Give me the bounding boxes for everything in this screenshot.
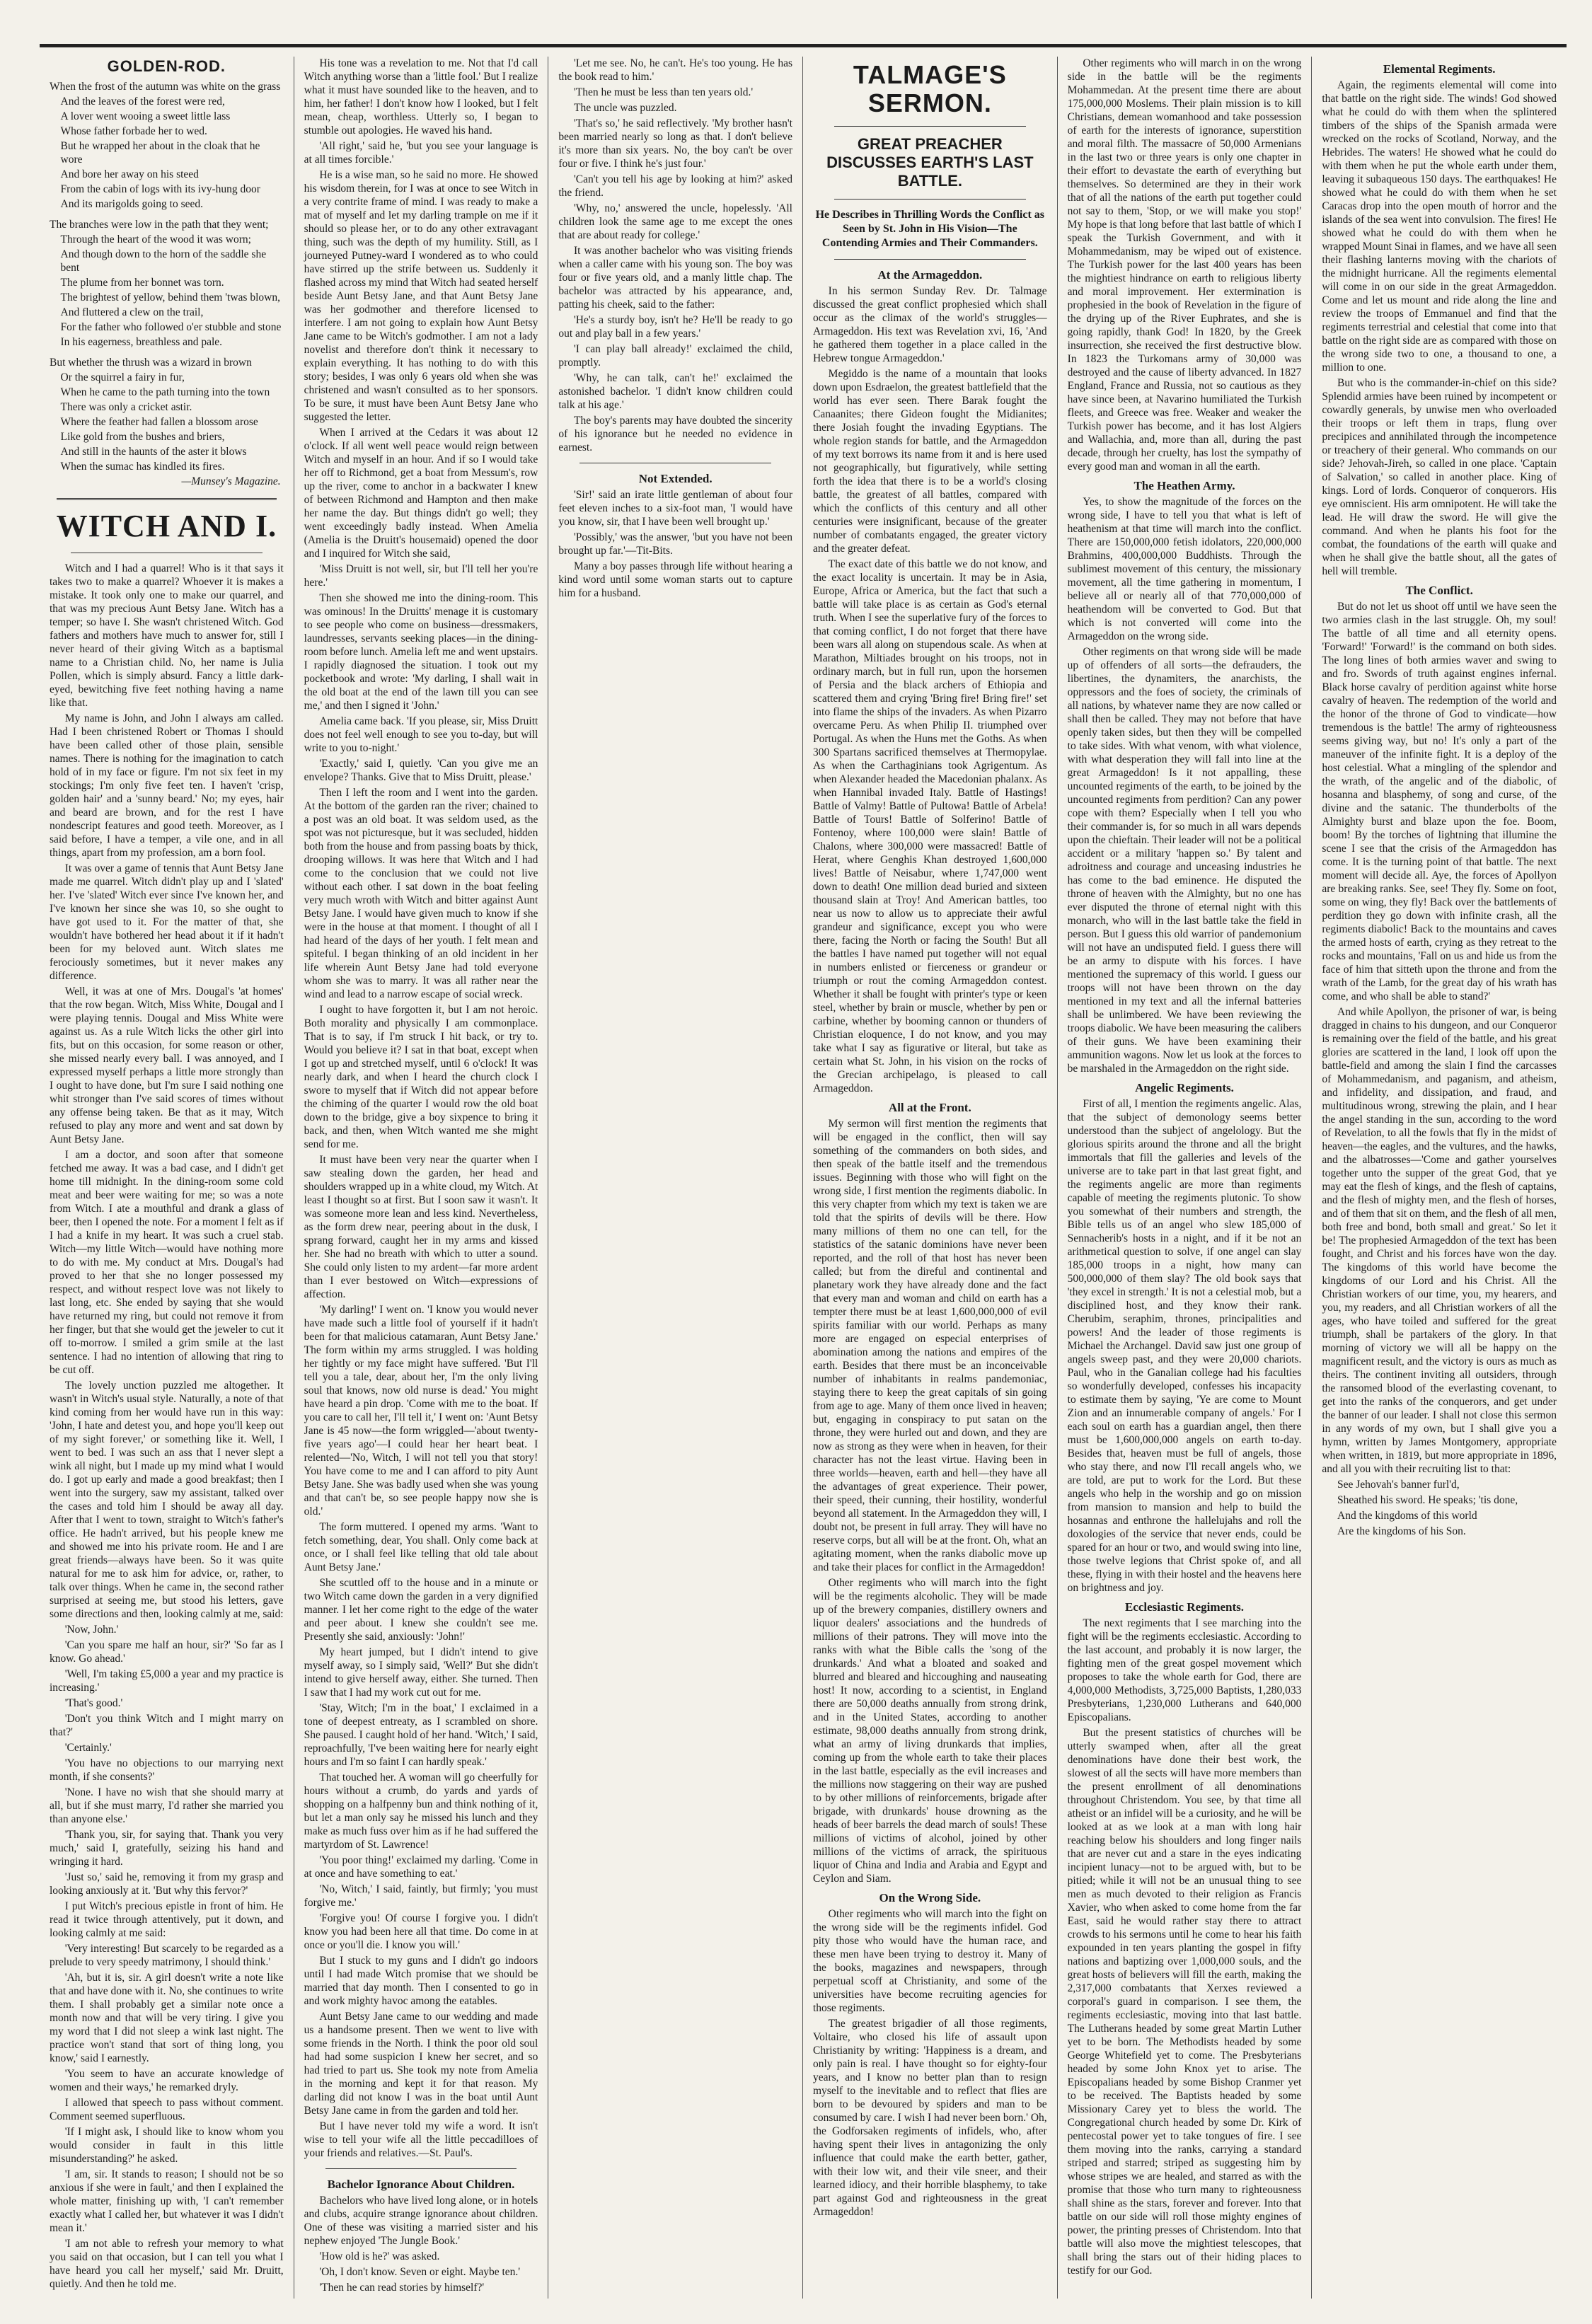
sermon-section-title: The Conflict. [1405,584,1473,597]
stanza-break [50,212,284,218]
sermon-summary: He Describes in Thrilling Words the Conflict as Seen by St. John in His Vision—The Contending Armies and Their Commanders. [815,209,1045,249]
sermon-section-title: All at the Front. [888,1101,971,1114]
sermon-paragraph: Yes, to show the magnitude of the forces on the wrong side, I have to tell you that what is left of heathenism at that time will march into the conflict. There are 150,000,000 fetish idolators, 220,000,000 Brahmins, 400,000,000 Buddhists. Through the sublimest movement of this century, the missionary movement, all the time gathering in momentum, I believe all or nearly all of that 770,000,000 of heathendom will be converted to God. But that which is not converted will come into the Armageddon on the wrong side. [1067,496,1302,642]
top-rule [40,44,1567,47]
subsection-paragraph: 'Why, no,' answered the uncle, hopelessly. 'All children look the same age to me except the ones that are about ready for college.' [558,202,792,241]
story-paragraph: It must have been very near the quarter when I saw stealing down the garden, her head and shoulders wrapped up in a white cloud, my Witch. At least I thought so at first. But I soon saw it wasn't. It was someone more lean and less kind. Nevertheless, as the form drew near, peering about in the dusk, I sprang forward, caught her in my arms and kissed her. She had no breath with which to utter a sound. She could only listen to my ardent—far more ardent than I ever bestowed on Witch—expressions of affection. [304,1154,538,1300]
story-paragraph: His tone was a revelation to me. Not that I'd call Witch anything worse than a 'little fool.' But I realize what it must have sounded like to the heaven, and to him, her father! I don't know how I looked, but I felt mean, cheap, worthless. Utterly so, I began to stumble out apologies. He waved his hand. [304,57,538,137]
poem-line: And fluttered a clew on the trail, [60,306,204,318]
subsection-paragraph: The uncle was puzzled. [574,102,677,114]
poem-body [50,80,284,488]
story-paragraph: But I have never told my wife a word. It isn't wise to tell your wife all the little peccadilloes of your friends and relatives.—St. Paul's. [304,2120,538,2159]
column-1 [40,57,294,2299]
story-paragraph: 'None. I have no wish that she should marry at all, but if she must marry, I'd rather she married you than anyone else.' [50,1786,284,1825]
sermon-section-title: Angelic Regiments. [1135,1081,1234,1094]
subsection-paragraph: Many a boy passes through life without hearing a kind word until some woman starts out to capture him for a husband. [558,560,792,599]
subsection-title: Not Extended. [638,472,713,485]
story-paragraph: I allowed that speech to pass without comment. Comment seemed superfluous. [50,2097,284,2122]
subsection-paragraph: 'I can play ball already!' exclaimed the child, promptly. [558,343,792,369]
sermon-paragraph: Megiddo is the name of a mountain that looks down upon Esdraelon, the greatest battlefield that the world has ever seen. There Barak fought the Canaanites; there Gideon fought the Midianites; there Josiah fought the invading Egyptians. The whole region stands for battle, and the Armageddon of my text borrows its name from it and is here used not geographically, but figuratively, while setting forth the idea that there is to be a world's closing battle, the greatest of all battles, compared with which the conflicts of this century and all other centuries were insignificant, because of the greater number of combatants engaged, the greater victory and the greater defeat. [812,368,1047,555]
story-paragraph: 'Don't you think Witch and I might marry on that?' [50,1713,284,1738]
sermon-paragraph: The greatest brigadier of all those regiments, Voltaire, who closed his life of assault upon Christianity by writing: 'Happiness is a dream, and only pain is real. I have thought so for eighty-four years, and I know no better plan than to resign myself to the inevitable and to reflect that flies are born to be devoured by spiders and man to be consumed by care. I wish I had never been born.' Oh, the Godforsaken regiments of infidels, who, after having spent their lives in antagonizing the only influence that could make the earth better, gather, with their low wit, and their vile sneer, and their learned idiocy, and their horrible blasphemy, to take part against God and righteousness in the great Armageddon! [812,2018,1047,2218]
story-paragraph: 'Very interesting! But scarcely to be regarded as a prelude to very speedy matrimony, I should think.' [50,1943,284,1968]
sermon-rule [834,199,1026,200]
story-paragraph: That touched her. A woman will go cheerfully for hours without a crumb, do yards and yards of shopping on a halfpenny bun and think nothing of it, but let a man only say he missed his lunch and they make as much fuss over him as if he had suffered the martyrdom of St. Lawrence! [304,1771,538,1851]
poem-line: From the cabin of logs with its ivy-hung door [60,183,260,195]
story-paragraph: 'Stay, Witch; I'm in the boat,' I exclaimed in a tone of deepest entreaty, as I scrambled on shore. She paused. I caught hold of her hand. 'Witch,' I said, reproachfully, 'I've been waiting here for nearly eight hours and I'm so faint I can hardly speak.' [304,1702,538,1768]
story-paragraph: 'Ah, but it is, sir. A girl doesn't write a note like that and have done with it. No, she continues to write them. I shall probably get a similar note once a month now and that will be very tiring. I give you my word that I did not sleep a wink last night. The practice won't stand that sort of thing long, you know,' said I earnestly. [50,1972,284,2064]
poem-line: And the leaves of the forest were red, [60,96,225,108]
sermon-section-title: The Heathen Army. [1134,479,1235,492]
sermon-paragraph: But the present statistics of churches will be utterly swamped when, after all the great denominations have done their best work, the slowest of all the sects will have more members than the present enrollment of all denominations throughout Christendom. You see, by that time all atheist or an infidel will be a curiosity, and he will be looked at as we look at a man with long hair reaching below his shoulders and long finger nails that are never cut and a stare in the eyes indicating incipient lunacy—not to be argued with, but to be pitied; while it will not be an unusual thing to see men as much devoted to their religion as Francis Xavier, who when asked to come home from the far East, said he would rather stay there to attract crowds to his sermons until he come to hear his faith expounded in ten years planting the gospel in fifty nations and baptizing over 1,000,000 souls, and the great hosts of believers will fill the earth, making the 2,317,000 combatants that Xerxes reviewed a corporal's guard in comparison. I see them, the regiments ecclesiastic, moving into that last battle. The Lutherans headed by some great Martin Luther yet to be born. The Methodists headed by some George Whitefield yet to come. The Presbyterians headed by some John Knox yet to arise. The Episcopalians headed by some Bishop Cranmer yet to be received. The Baptists headed by some Missionary Carey yet to bless the world. The Congregational church headed by some Dr. Kirk of pentecostal power yet to take tongues of fire. I see them moving into the ranks, carrying a standard striped and starred; striped as suggesting him by whose stripes we are healed, and starred as with the promise that those who turn many to righteousness shall shine as the stars, forever and forever. Into that battle on our side will roll those mighty engines of power, the printing presses of Christendom. Into that battle will also move the mightiest telescopes, that shall bring the stars out of their hiding places to testify for our God. [1067,1727,1302,2277]
sermon-paragraph: Other regiments on that wrong side will be made up of offenders of all sorts—the defrauders, the libertines, the dynamiters, the anarchists, the oppressors and the foes of society, the criminals of all nations, by whatever name they are now called or shall then be called. They may not before that have openly taken sides, but then they will be compelled to take sides. With what venom, with what violence, with what desperation they will fall into line at the great Armageddon! Is it not appalling, these uncounted regiments of the earth, to be joined by the uncounted regiments from perdition? Can any power cope with them? Especially when I tell you who their commander is, for so much in all wars depends upon the chieftain. Their leader will not be a political accident or a military 'happen so.' By talent and adroitness and courage and unceasing industries he has come to the bad eminence. He disputed the throne of heaven with the Almighty, but no one has ever disputed the throne of eternal night with this monarch, who will in the last battle take the field in person. But I guess this old warrior of pandemonium will not have an undisputed field. I guess there will be an army to dispute with his forces. I have mentioned the supremacy of this world. I guess our troops will not have been thrown on the day mentioned in my text and all the infernal batteries shall be unlimbered. We have been reviewing the troops diabolic. We have been measuring the calibers of their guns. We have been examining their ammunition wagons. Now let us look at the forces to be marshaled in the Armageddon on the right side. [1067,646,1302,1075]
subsection-paragraph: 'Oh, I don't know. Seven or eight. Maybe ten.' [319,2266,521,2278]
story-paragraph: Aunt Betsy Jane came to our wedding and made us a handsome present. Then we went to live with some friends in the North. I think the poor old soul had had some suspicion I knew her secret, and so had tried to part us. She took my note from Amelia in the morning and kept it for that reason. My darling did not know I was in the boat until Aunt Betsy Jane came in from the garden and told her. [304,2011,538,2117]
subsection-paragraph: 'Then he can read stories by himself?' [319,2282,485,2294]
sermon-paragraph: First of all, I mention the regiments angelic. Alas, that the subject of demonology seems better understood than the subject of angelology. But the glorious spirits around the throne and all the bright immortals that fill the galleries and levels of the universe are to take part in that last great fight, and the regiments angelic are more than regiments capable of meeting the regiments plutonic. To show you somewhat of their numbers and strength, the Bible tells us of an angel who slew 185,000 of Sennacherib's hosts in a night, and if it be not an arithmetical question to solve, if one angel can slay 185,000 troops in a night, how many can 500,000,000 of them slay? The old book says that 'they excel in strength.' It is not a celestial mob, but a disciplined host, and they know their rank. Cherubim, seraphim, thrones, principalities and powers! And the leader of those regiments is Michael the Archangel. David saw just one group of angels sweep past, and they were 20,000 chariots. Paul, who in the Ganalian college had his faculties so wonderfully developed, confesses his incapacity to estimate them by saying, 'Ye are come to Mount Zion and an innumerable company of angels.' For I each soul on earth has a guardian angel, then there must be 1,600,000,000 angels on earth to-day. Besides that, heaven must be full of angels, those who stay there, and now I'll recall angels who, we are told, are put to work for the Lord. But these angels who help in the worship and go on mission from mansion to mansion and help to build the hosannas and enthrone the hallelujahs and roll the doxologies of the service that never ends, could be spared for an hour or two, and would swing into line, those twelve legions that Christ spoke of, and all these, flying in with their hostel and the heavens here on brightness and joy. [1067,1098,1302,1594]
sermon-paragraph: But who is the commander-in-chief on this side? Splendid armies have been ruined by incompetent or cowardly generals, by unwise men who overloaded their troops or left them in traps, flung over precipices and annihilated through the incompetence or treachery of their general. Who commands on our side? Jehovah-Jireh, so called in one place. 'Captain of Salvation,' so called in another place. King of kings. Lord of lords. Conqueror of conquerors. His eye omniscient. His arm omnipotent. He will take the lead. He will draw the sword. He will give the command. And when he plants his foot for the combat, the foundations of the earth will quake and when he shall give the battle shout, all the gates of hell will tremble. [1322,377,1557,577]
sermon-section-title: Ecclesiastic Regiments. [1124,1600,1245,1614]
story-paragraph: 'Certainly.' [64,1742,112,1754]
poem-line: The plume from her bonnet was torn. [60,277,224,289]
story-paragraph: He is a wise man, so he said no more. He showed his wisdom therein, for I was at once to see Witch in a very contrite frame of mind. I was ready to make a mat of myself and let my darling trample on me if it should so please her, or to do any other extravagant thing, such was the depth of my humility. Still, as I journeyed Putney-ward I wondered as to who could have stirred up the strife between us. Suddenly it flashed across my mind that Witch had seated herself beside Aunt Betsy Jane, and that Aunt Betsy Jane was her godmother and therefore licensed to interfere. I am not going to explain how Aunt Betsy Jane came to be Witch's godmother. I am not a lady novelist and therefore don't think it necessary to explain everything. It has nothing to do with this story; besides, I was only 6 years old when she was christened and wasn't consulted as to her sponsors. To be sure, it must have been Aunt Betsy Jane who suggested the letter. [304,169,538,423]
subsection-paragraph: It was another bachelor who was visiting friends when a caller came with his young son. The boy was four or five years old, and a manly little chap. The bachelor was attracted by his appearance, and, patting his cheek, said to the father: [558,245,792,311]
column-2 [294,57,549,2299]
story-paragraph: 'Exactly,' said I, quietly. 'Can you give me an envelope? Thanks. Give that to Miss Druitt, please.' [304,758,538,783]
poem-line: And still in the haunts of the aster it blows [60,446,247,458]
sermon-paragraph: See Jehovah's banner furl'd, [1337,1479,1460,1491]
sermon-rule [834,126,1026,127]
subsection-paragraph: 'Let me see. No, he can't. He's too young. He has the book read to him.' [558,57,792,83]
stanza-break [50,350,284,356]
story-paragraph: Then I left the room and I went into the garden. At the bottom of the garden ran the river; chained to a post was an old boat. It was seldom used, as the spot was not picturesque, but it was secluded, hidden both from the house and from passing boats by thick, drooping willows. It was here that Witch and I had come to the conclusion that we could not live without each other. I sat down in the boat feeling very much wroth with Witch and bitter against Aunt Betsy Jane. I would have given much to know if she were in the house at that moment. I thought of all I had heard of the days of her youth. I felt mean and spiteful. I began thinking of an old incident in her life wherein Aunt Betsy Jane had told everyone whom she was to marry. It was all rather near the wind and lead to a narrow escape of social wreck. [304,787,538,1000]
poem-title: GOLDEN-ROD. [107,57,226,75]
sermon-paragraph: The exact date of this battle we do not know, and the exact locality is uncertain. It may be in Asia, Europe, Africa or America, but the fact that such a battle will take place is as certain as God's eternal truth. When I see the superlative fury of the forces to that coming conflict, I do not forget that there have been wars all along on stupendous scale. As when at Marathon, Miltiades brought on his troops, not in ordinary march, but in full run, upon the horsemen of Persia and the black archers of Ethiopia and scattered them and crying 'Bring fire! Bring fire!' set into flame the ships of the invaders. As when Pizarro overcame Peru. As when Philip II. triumphed over Portugal. As when the Huns met the Goths. As when 300 Spartans sacrificed themselves at Thermopylae. As when the Carthaginians took Agrigentum. As when Alexander headed the Macedonian phalanx. As when Hannibal invaded Italy. Battle of Hastings! Battle of Valmy! Battle of Pultowa! Battle of Arbela! Battle of Tours! Battle of Solferino! Battle of Fontenoy, where 100,000 were slain! Battle of Chalons, where 300,000 were massacred! Battle of Herat, where Genghis Khan destroyed 1,600,000 lives! Battle of Neisabur, where 1,747,000 went down to death! One million dead buried and sixteen thousand slain at Troy! And American battles, too near us now to allow us to appreciate their awful grandeur and significance, except you who were there, facing the North or facing the South! But all the battles I have named put together will not equal in numbers enlisted or fierceness or grandeur or triumph or rout the coming Armageddon contest. Whether it shall be fought with printer's type or keen steel, whether by brain or muscle, whether by pen or carbine, whether by booming cannon or thunders of Christian eloquence, I do not know, and you may take what I say as figurative or literal, but take as certain what St. John, in his vision on the rocks of the Grecian archipelago, is pleased to call Armageddon. [812,558,1047,1094]
story-paragraph: 'You poor thing!' exclaimed my darling. 'Come in at once and have something to eat.' [304,1854,538,1880]
story-paragraph: 'All right,' said he, 'but you see your language is at all times forcible.' [304,140,538,166]
poem-line: And its marigolds going to seed. [60,198,203,210]
poem-line: Whose father forbade her to wed. [60,125,207,137]
subsection-paragraph: 'He's a sturdy boy, isn't he? He'll be ready to go out and play ball in a few years.' [558,314,792,340]
sermon-paragraph: Other regiments who will march into the fight on the wrong side will be the regiments infidel. God pity those who would have the human race, and these men have been trying to destroy it. Many of the books, magazines and newspapers, through perpetual scoff at Christianity, and some of the universities have become recruiting agencies for those regiments. [812,1908,1047,2014]
sermon-paragraph: Sheathed his sword. He speaks; 'tis done, [1337,1494,1518,1506]
subsection-paragraph: Bachelors who have lived long alone, or in hotels and clubs, acquire strange ignorance about children. One of these was visiting a married sister and his nephew enjoyed 'The Jungle Book.' [304,2195,538,2247]
story-paragraph: 'No, Witch,' I said, faintly, but firmly; 'you must forgive me.' [304,1883,538,1909]
sermon-paragraph: In his sermon Sunday Rev. Dr. Talmage discussed the great conflict prophesied which shall occur as the climax of the world's struggles—Armageddon. His text was Revelation xvi, 16, 'And he gathered them together in a place called in the Hebrew tongue Armageddon.' [812,285,1047,364]
poem-line: The branches were low in the path that they went; [50,219,269,231]
poem-line: For the father who followed o'er stubble and stone [60,321,282,333]
subsection-paragraph: 'Sir!' said an irate little gentleman of about four feet eleven inches to a six-foot man, 'I would have you know, sir, that I have been well brought up.' [558,489,792,528]
story-paragraph: But I stuck to my guns and I didn't go indoors until I had made Witch promise that we should be married that day month. Then I consented to go in and work mighty havoc among the eatables. [304,1955,538,2007]
story-paragraph: The lovely unction puzzled me altogether. It wasn't in Witch's usual style. Naturally, a note of that kind coming from her would have run in this way: 'John, I hate and detest you, and hope you'll keep out of my sight forever,' or something like it. Well, I went to bed. I was such an ass that I never slept a wink all night, but I made up my mind what I would do. I got up early and made a good breakfast; then I went into the surgery, saw my assistant, talked over the cases and told him I should be away all day. After that I went to town, straight to Witch's father's office. He hadn't arrived, but his people knew me and showed me into his private room. He and I are great friends—always have been. So it was quite natural for me to ask him for advice, or, rather, to talk over things. When he came in, the second rather surprised at seeing me, but stood his letters, gave some directions and then, looking calmly at me, said: [50,1380,284,1620]
story-paragraph: It was over a game of tennis that Aunt Betsy Jane made me quarrel. Witch didn't play up and I 'slated' her. I've 'slated' Witch ever since I've known her, and I've known her since she was 10, so she ought to have got used to it. For the matter of that, she wouldn't have bothered her head about it if it hadn't been for my beloved aunt. Witch slates me ferociously sometimes, but it never makes any difference. [50,862,284,982]
story-paragraph: 'I am not able to refresh your memory to what you said on that occasion, but I can tell you what I have heard you call her myself,' said Mr. Druitt, quietly. And then he told me. [50,2238,284,2290]
story-paragraph: 'Just so,' said he, removing it from my grasp and looking anxiously at it. 'But why this fervor?' [50,1871,284,1897]
poem-line: When he came to the path turning into the town [60,386,270,398]
sermon-paragraph: Other regiments who will march in on the wrong side in the battle will be the regiments Mohammedan. At the present time there are about 175,000,000 Moslems. Their plain mission is to kill Christians, demean womanhood and take possession of earth for the interests of ignorance, superstition and moral filth. The massacre of 50,000 Armenians in the last two or three years is only one chapter in their effort to devastate the earth of everything but themselves. So determined are they in their work that of all the nations of the earth put together could not say to them, 'Stop, or we will make you stop!' My hope is that long before that last battle of which I speak the Turkish Government, and with it Mohammedanism, may be wiped out of existence. The Turkish power for the last 400 years has been the mightiest hindrance on earth to religious liberty and moral improvement. Her extermination is prophesied in the book of Revelation in the figure of the drying up of the River Euphrates, and she is going rapidly, thank God! In 1820, by the Greek insurrection, she received the first destructive blow. In 1823 the Turkomans army of 30,000 was destroyed and the cause of liberty advanced. In 1827 England, France and Russia, not so cautious as they have since been, at Navarino humiliated the Turkish fleets, and Greece was free. Weaker and weaker the Turkish power has become, and it has lost Algiers and Wallachia, and, more than all, during the past decade, through her cruelty, has lost the sympathy of every good man and woman in all the earth. [1067,57,1302,473]
story-paragraph: 'Thank you, sir, for saying that. Thank you very much,' said I, gratefully, seizing his hand and wringing it hard. [50,1829,284,1868]
poem-line: When the frost of the autumn was white on the grass [50,81,281,93]
story-paragraph: 'I am, sir. It stands to reason; I should not be so anxious if she were in fault,' and then I explained the whole matter, finishing up with, 'I can't remember exactly what I called her, but whatever it was I didn't mean it.' [50,2168,284,2234]
sermon-section-title: On the Wrong Side. [879,1891,981,1904]
subsection-paragraph: 'Then he must be less than ten years old.' [574,86,754,98]
story-paragraph: Then she showed me into the dining-room. This was ominous! In the Druitts' menage it is customary to see people who come on business—dressmakers, laundresses, servants seeking places—in the dining-room before lunch. Amelia left me and went upstairs. I rapidly diagnosed the situation. I took out my pocketbook and wrote: 'My darling, I shall wait in the old boat at the end of the lawn till you can see me,' and then I signed it 'John.' [304,592,538,712]
subsection-paragraph: 'Can't you tell his age by looking at him?' asked the friend. [558,173,792,199]
story-paragraph: I put Witch's precious epistle in front of him. He read it twice through attentively, put it down, and looking calmly at me said: [50,1900,284,1939]
columns [40,57,1567,2299]
story-paragraph: My heart jumped, but I didn't intend to give myself away, so I simply said, 'Well?' But she didn't intend to give herself away, either. She turned. Then I saw that I had my work cut out for me. [304,1646,538,1699]
poem-line: A lover went wooing a sweet little lass [60,110,231,122]
section-rule [325,2168,517,2169]
story-paragraph: The form muttered. I opened my arms. 'Want to fetch something, dear, You shall. Only come back at once, or I shall feel like telling that old tale about Aunt Betsy Jane.' [304,1521,538,1573]
story-paragraph: 'That's good.' [64,1697,123,1709]
sermon-paragraph: The next regiments that I see marching into the fight will be the regiments ecclesiastic. According to the last account, and probably it is now larger, the fighting men of the great gospel movement which proposes to take the whole earth for God, there are 4,000,000 Methodists, 3,725,000 Baptists, 1,280,033 Presbyterians, 1,230,000 Lutherans and 640,000 Episcopalians. [1067,1617,1302,1723]
sermon-paragraph: Are the kingdoms of his Son. [1337,1525,1466,1537]
story-paragraph: 'Miss Druitt is not well, sir, but I'll tell her you're here.' [304,563,538,589]
sermon-section-title: At the Armageddon. [877,268,983,282]
sermon-paragraph: My sermon will first mention the regiments that will be engaged in the conflict, then will say something of the commanders on both sides, and then speak of the battle itself and the tremendous issues. Beginning with those who will fight on the wrong side, I first mention the regiments diabolic. In this very chapter from which my text is taken we are told that the spirits of devils will be there. How many millions of them no one can tell, for the statistics of the satanic dominions have never been reported, and the roll of that host has never been called; but from the direful and continental and planetary work they have already done and the fact that every man and woman and child on earth has a tempter there must be at least 1,600,000,000 of evil spirits familiar with our world. Perhaps as many more are engaged on especial enterprises of abomination among the nations and empires of the earth. Besides that there must be an inconceivable number of inhabitants in realms pandemoniac, staying there to keep the great capitals of sin going from age to age. Many of them once lived in heaven; but, engaging in conspiracy to put satan on the throne, they were hurled out and down, and they are now as strong as they were when in heaven, for their character has not the least virtue. Having been in three worlds—heaven, earth and hell—they have all the advantages of great experience. Their power, their speed, their cunning, their hostility, wonderful beyond all statement. In the Armageddon they will, I doubt not, be present in full array. They will have no reserve corps, but all will be at the front. Oh, what an agitating moment, when the ranks diabolic move up and take their places for conflict in the Armageddon! [812,1118,1047,1573]
section-rule [57,498,277,500]
poem-line: But whether the thrush was a wizard in brown [50,357,252,369]
story-paragraph: Amelia came back. 'If you please, sir, Miss Druitt does not feel well enough to see you to-day, but will write to you to-night.' [304,715,538,754]
story-paragraph: 'Forgive you! Of course I forgive you. I didn't know you had been here all that time. Do come in at once or you'll die. I know you will.' [304,1912,538,1951]
story-paragraph: 'If I might ask, I should like to know whom you would consider in fault in this little misunderstanding?' he asked. [50,2126,284,2165]
story-paragraph: I am a doctor, and soon after that someone fetched me away. It was a bad case, and I didn't get home till midnight. In the dining-room some cold meat and beer were waiting for me; so was a note from Witch. I ate a mouthful and drank a glass of beer, then I opened the note. For a moment I felt as if I had a knife in my heart. It was such a cruel stab. Witch—my little Witch—would have nothing more to do with me. My conduct at Mrs. Dougal's had proved to her that she no longer possessed my respect, and without respect love was not likely to last long, etc. She ended by saying that she would have returned my ring, but could not remove it from her finger, but that she would get the jeweler to cut it off to-morrow. I smiled a grim smile at the last sentence. I had no intention of allowing that ring to be cut off. [50,1149,284,1376]
poem-line: There was only a cricket astir. [60,401,192,413]
story-paragraph: I ought to have forgotten it, but I am not heroic. Both morality and physically I am commonplace. That is to say, if I'm struck I hit back, or try to. Would you believe it? I sat in that boat, except when I got up and stretched myself, until 6 o'clock! It was nearly dark, and when I heard the church clock I swore to myself that if Witch did not appear before the chiming of the quarter I would row the old boat down to the bridge, give a boy sixpence to bring it back, and then, when Witch wanted me she might send for me. [304,1004,538,1150]
poem-line: In his eagerness, breathless and pale. [60,336,223,348]
story-paragraph: When I arrived at the Cedars it was about 12 o'clock. If all went well peace would reign between Witch and myself in an hour. And if so I would take her off to Richmond, get a boat from Messum's, row up the river, come to anchor in a backwater I knew of between Richmond and Hampton and then make her name the day. But things didn't go well; they went exceedingly badly instead. When Amelia (Amelia is the Druitt's housemaid) opened the door and I inquired for Witch she said, [304,427,538,560]
poem-line: But he wrapped her about in the cloak that he wore [60,140,260,166]
poem-line: Through the heart of the wood it was worn; [60,233,251,245]
column-3 [548,57,803,2299]
sermon-deck: GREAT PREACHER DISCUSSES EARTH'S LAST BATTLE. [826,135,1034,190]
story-paragraph: 'Well, I'm taking £5,000 a year and my practice is increasing.' [50,1668,284,1694]
column-4 [803,57,1058,2299]
sermon-paragraph: Again, the regiments elemental will come into that battle on the right side. The winds! God showed what he could do with them when the splintered timbers of the ships of the Spanish armada were wrecked on the rocks of Scotland, Norway, and the Hebrides. The waters! He showed what he could do with them when he put the whole earth under them, leaving it subaqueous 150 days. The earthquakes! He showed what he could do with them when he set Caracas drop into the open mouth of horror and the islands of the sea went into convulsion. The fires! He showed what he could do with them when he wrapped Mount Sinai in flames, and we have all seen their flashing lanterns moving with the chariots of the midnight hurricane. All the regiments elemental will come in on our side in the great Armageddon. Come and let us mount and ride along the line and review the troops of Emmanuel and find that the regiments terrestrial and celestial that come into that battle on the right side are as compared with those on the wrong side two to one, a thousand to one, a million to one. [1322,79,1557,374]
story-paragraph: 'You have no objections to our marrying next month, if she consents?' [50,1757,284,1783]
story-paragraph: Well, it was at one of Mrs. Dougal's 'at homes' that the row began. Witch, Miss White, Dougal and I were playing tennis. Dougal and Miss White were against us. As a rule Witch licks the other girl into fits, but on this occasion, for some reason or other, she missed nearly every ball. I was annoyed, and I expressed myself perhaps a little more strongly than I ought to have done, but I'm sure I said nothing one whit stronger than I've said scores of times without any offense being taken. Be that as it may, Witch refused to play any more and went and sat down by Aunt Betsy Jane. [50,985,284,1145]
sermon-title: TALMAGE'S SERMON. [853,60,1007,117]
sermon-paragraph: But do not let us shoot off until we have seen the two armies clash in the last struggle. Oh, my soul! The battle of all time and all eternity opens. 'Forward!' 'Forward!' is the command on both sides. The long lines of both armies waver and swing to and fro. Swords of truth against engines infernal. Black horse cavalry of perdition against white horse cavalry of heaven. The redemption of the world and the honor of the throne of God to vindicate—how tremendous is the battle! The army of righteousness seems giving way, but no! It's only a part of the maneuver of the infinite fight. It is a deploy of the host celestial. What a mingling of the splendor and the wrath, of the angelic and of the diabolic, of hosanna and blasphemy, of song and curse, of the divine and the satanic. The thunderbolts of the Almighty burst and blaze upon the foe. Boom, boom! By the torches of lightning that illumine the scene I see that the crisis of the Armageddon has come. It is the turning point of that battle. The next moment will decide all. Aye, the forces of Apollyon are breaking ranks. See, see! They fly. Some on foot, some on wing, they fly! Back over the battlements of perdition they go down with infinite crash, all the regiments diabolic! Back to the mountains and caves the armed hosts of earth, crying as they retreat to the rocks and mountains, 'Fall on us and hide us from the face of him that sitteth upon the throne and from the wrath of the Lamb, for the great day of his wrath has come, and who shall be able to stand?' [1322,601,1557,1002]
poem-line: Where the feather had fallen a blossom arose [60,416,258,428]
subsection-paragraph: 'Why, he can talk, can't he!' exclaimed the astonished bachelor. 'I didn't know children could talk at his age.' [558,372,792,411]
poem-line: And though down to the horn of the saddle she bent [60,248,267,274]
sermon-rule [834,259,1026,260]
sermon-section-title: Elemental Regiments. [1383,62,1496,76]
poem-line: And bore her away on his steed [60,168,199,180]
story-paragraph: 'My darling!' I went on. 'I know you would never have made such a little fool of yourself if it hadn't been for that malicious catamaran, Aunt Betsy Jane.' The form within my arms struggled. I was holding her tightly or my face might have suffered. 'But I'll tell you a tale, dear, about her, I'm the only living soul that knows, now old nurse is dead.' You might have heard a pin drop. 'Come with me to the boat. If you care to call her, I'll tell it,' I went on: 'Aunt Betsy Jane is 45 now—the form wriggled—'about twenty-five years ago'—I could hear her heart beat. I relented—'No, Witch, I will not tell you that story! You have come to me and I can afford to pity Aunt Betsy Jane. She was badly used when she was young and that can't be, so see people happy now she is old.' [304,1304,538,1517]
story-paragraph: Witch and I had a quarrel! Who is it that says it takes two to make a quarrel? Whoever it is makes a mistake. It took only one to make our quarrel, and that was my precious Aunt Betsy Jane. Witch has a temper; so have I. She wasn't christened Witch. God fathers and mothers have much to answer for, still I never heard of their giving Witch as a baptismal name to a Christian child. No, her name is Julia Pollen, which is simply absurd. Fancy a little dark-eyed, bewitching five feet nothing having a name like that. [50,562,284,709]
poem-line: The brightest of yellow, behind them 'twas blown, [60,291,280,303]
sermon-paragraph: Other regiments who will march into the fight will be the regiments alcoholic. They will be made up of the brewery companies, distillery owners and liquor dealers' associations and the hundreds of millions of their patrons. They will move into the ranks with what the Bible calls the 'song of the drunkards.' And what a bloated and soaked and blurred and bleared and hiccoughing and nauseating host! It now, according to a scientist, in England there are 50,000 deaths annually from strong drink, and in the United States, according to another estimate, 98,000 deaths annually from strong drink, what an army of living drunkards that implies, coming up from the whole earth to take their places in the last battle, especially as the evil increases and the millions now staggering on their way are pushed to by other millions of reinforcements, brigade after brigade, with drunkards' house drowning as the heads of beer barrels the dead march of souls! These millions of victims of alcohol, joined by other millions of the victims of arrack, the spirituous liquor of China and India and Arabia and Egypt and Ceylon and Siam. [812,1577,1047,1885]
poem-credit: —Munsey's Magazine. [181,475,281,487]
story-paragraph: 'Can you spare me half an hour, sir?' 'So far as I know. Go ahead.' [50,1639,284,1665]
poem-line: Or the squirrel a fairy in fur, [60,371,185,383]
story-title: WITCH AND I. [56,509,277,543]
story-paragraph: She scuttled off to the house and in a minute or two Witch came down the garden in a very dignified manner. I let her come right to the edge of the water and peer about. I knew she couldn't see me. Presently she said, anxiously: 'John!' [304,1577,538,1643]
story-paragraph: 'Now, John.' [64,1624,119,1636]
subsection-paragraph: The boy's parents may have doubted the sincerity of his ignorance but he needed no evidence in earnest. [558,415,792,453]
sermon-paragraph: And while Apollyon, the prisoner of war, is being dragged in chains to his dungeon, and our Conqueror is remaining over the field of the battle, and his great glories are scattered in the land, I look off upon the battle-field and among the slain I find the carcasses of Mohammedanism, and paganism, and atheism, and infidelity, and dissipation, and fraud, and multitudinous wrong, strewing the plain, and I hear the angel standing in the sun, according to the word of Revelation, to all the fowls that fly in the midst of heaven—the eagles, and the vultures, and the hawks, and the albatrosses—'Come and gather yourselves together unto the supper of the great God, that ye may eat the flesh of kings, and the flesh of captains, and the flesh of mighty men, and the flesh of horses, and of them that sit on them, and the flesh of all men, both free and bond, both small and great.' So let it be! The prophesied Armageddon of the text has been fought, and Christ and his forces have won the day. The kingdoms of this world have become the kingdoms of our Lord and his Christ. All the Christian workers of our time, you, my hearers, and you, my readers, and all Christian workers of all the ages, who have toiled and suffered for the great triumph, shall be partakers of the glory. In that morning of victory we will all be happy on the magnificent result, and the victory is ours as much as theirs. The continent inviting all outsiders, through the ransomed blood of the everlasting covenant, to get into the ranks of the conquerors, and get under the banner of our leader. I shall not close this sermon in any words of my own, but I shall give you a hymn, written by James Montgomery, appropriate when written, in 1819, but more appropriate in 1896, and all you with their recruiting list to that: [1322,1006,1557,1475]
story-paragraph: 'You seem to have an accurate knowledge of women and their ways,' he remarked dryly. [50,2068,284,2093]
poem-line: Like gold from the bushes and briers, [60,431,225,443]
poem-line: When the sumac has kindled its fires. [60,461,225,473]
subsection-paragraph: 'Possibly,' was the answer, 'but you have not been brought up far.'—Tit-Bits. [558,531,792,557]
column-5 [1058,57,1313,2299]
story-paragraph: My name is John, and John I always am called. Had I been christened Robert or Thomas I should have been called other of those plain, sensible names. There is nothing for the imagination to catch hold of in my face or figure. I'm not six feet in my stockings; I'm only five feet ten. I haven't 'crisp, golden hair' and a 'sunny beard.' No; my eyes, hair and beard are brown, and for the rest I have nondescript features and good teeth. Moreover, as I said before, I have a temper, a vile one, and in all things, apart from my profession, am a born fool. [50,712,284,859]
sermon-paragraph: And the kingdoms of this world [1337,1510,1477,1522]
subsection-title: Bachelor Ignorance About Children. [327,2178,515,2191]
subsection-paragraph: 'How old is he?' was asked. [319,2250,440,2262]
subsection-paragraph: 'That's so,' he said reflectively. 'My brother hasn't been married nearly so long as that. I don't believe it's more than six years. No, the boy can't be over four or five. I think he's just four.' [558,117,792,170]
column-6 [1312,57,1567,2299]
